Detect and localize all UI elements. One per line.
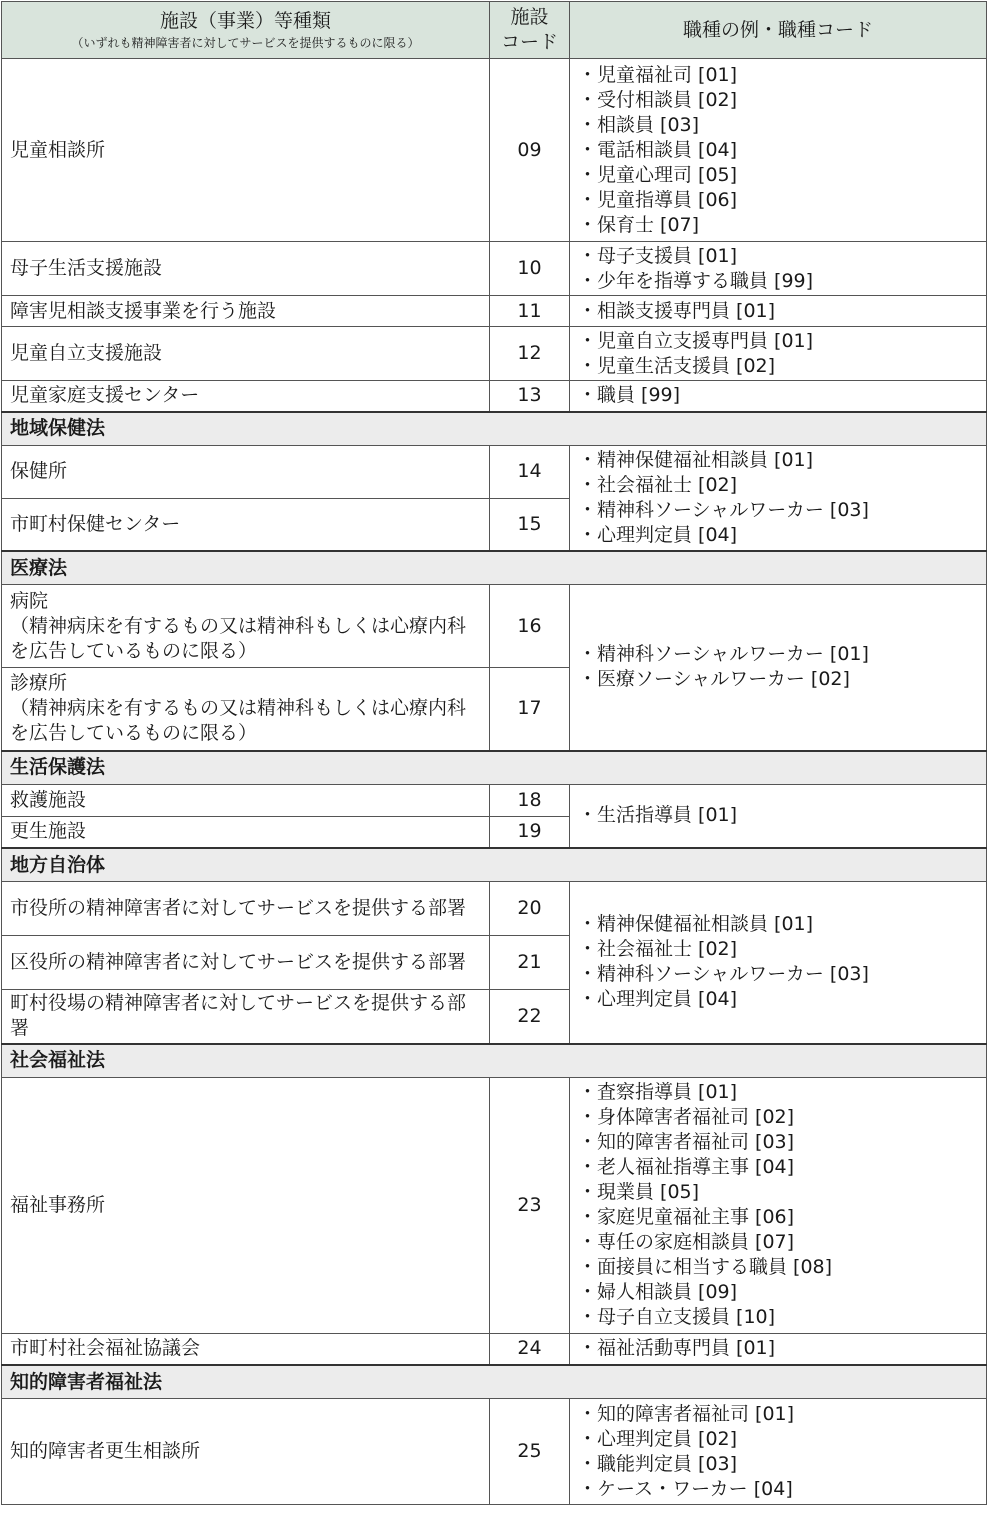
job-item: ・ 相談支援専門員 [01]: [578, 299, 978, 324]
facility-name: 保健所: [2, 445, 490, 498]
facility-code: 24: [490, 1333, 570, 1365]
facility-name: 障害児相談支援事業を行う施設: [2, 296, 490, 327]
job-list-cell: [570, 445, 987, 551]
facility-code: 21: [490, 936, 570, 990]
table-row: [2, 882, 987, 936]
job-item: ・ 精神科ソーシャルワーカー [01]: [578, 642, 978, 667]
facility-name: 市役所の精神障害者に対してサービスを提供する部署: [2, 882, 490, 936]
job-item: ・ 母子自立支援員 [10]: [578, 1305, 978, 1330]
section-header: [2, 551, 987, 585]
job-item: ・ 児童心理司 [05]: [578, 163, 978, 188]
section-title: 社会福祉法: [2, 1044, 987, 1078]
job-item: ・ 母子支援員 [01]: [578, 244, 978, 269]
job-item: ・ 児童生活支援員 [02]: [578, 354, 978, 379]
table-row: [2, 1399, 987, 1505]
facility-name: 病院 （精神病床を有するもの又は精神科もしくは心療内科を広告しているものに限る）: [2, 585, 490, 668]
facility-name: 児童相談所: [2, 59, 490, 242]
facility-name: 市町村保健センター: [2, 498, 490, 551]
table-header: [2, 2, 987, 59]
job-list: [578, 244, 978, 294]
job-item: ・ 現業員 [05]: [578, 1180, 978, 1205]
job-list: [578, 448, 978, 548]
job-item: ・ 家庭児童福祉主事 [06]: [578, 1205, 978, 1230]
header-job-examples: 職種の例・職種コード: [570, 2, 987, 59]
section-header: [2, 751, 987, 785]
table-row: [2, 1077, 987, 1333]
job-item: ・ 職員 [99]: [578, 383, 978, 408]
job-item: ・ 知的障害者福祉司 [03]: [578, 1130, 978, 1155]
facility-code: 11: [490, 296, 570, 327]
job-list: [578, 803, 978, 828]
job-item: ・ 知的障害者福祉司 [01]: [578, 1402, 978, 1427]
job-item: ・ 心理判定員 [04]: [578, 523, 978, 548]
facility-code: 20: [490, 882, 570, 936]
table-row: [2, 296, 987, 327]
job-item: ・ 精神保健福祉相談員 [01]: [578, 912, 978, 937]
job-list-cell: [570, 585, 987, 751]
facility-name: 区役所の精神障害者に対してサービスを提供する部署: [2, 936, 490, 990]
job-list: [578, 63, 978, 238]
section-title: 知的障害者福祉法: [2, 1365, 987, 1399]
job-item: ・ 心理判定員 [04]: [578, 987, 978, 1012]
facility-name: 町村役場の精神障害者に対してサービスを提供する部署: [2, 990, 490, 1044]
job-item: ・ 保育士 [07]: [578, 213, 978, 238]
facility-name: 知的障害者更生相談所: [2, 1399, 490, 1505]
facility-code: 14: [490, 445, 570, 498]
job-item: ・ 児童自立支援専門員 [01]: [578, 329, 978, 354]
job-list: [578, 642, 978, 692]
job-list: [578, 1080, 978, 1330]
job-item: ・ 社会福祉士 [02]: [578, 473, 978, 498]
facility-code: 12: [490, 327, 570, 381]
facility-code-table: [1, 1, 987, 1505]
job-list: [578, 912, 978, 1012]
facility-name: 児童家庭支援センター: [2, 381, 490, 412]
facility-name: 診療所 （精神病床を有するもの又は精神科もしくは心療内科を広告しているものに限る）: [2, 668, 490, 751]
job-list-cell: [570, 296, 987, 327]
section-title: 地方自治体: [2, 848, 987, 882]
job-item: ・ 精神保健福祉相談員 [01]: [578, 448, 978, 473]
job-item: ・ 少年を指導する職員 [99]: [578, 269, 978, 294]
facility-name: 児童自立支援施設: [2, 327, 490, 381]
facility-code: 10: [490, 242, 570, 296]
facility-code: 09: [490, 59, 570, 242]
job-list-cell: [570, 784, 987, 848]
facility-code: 22: [490, 990, 570, 1044]
facility-name: 福祉事務所: [2, 1077, 490, 1333]
section-header: [2, 848, 987, 882]
job-item: ・ 電話相談員 [04]: [578, 138, 978, 163]
job-item: ・ 生活指導員 [01]: [578, 803, 978, 828]
header-facility-code: 施設 コード: [490, 2, 570, 59]
job-item: ・ 児童指導員 [06]: [578, 188, 978, 213]
section-title: 医療法: [2, 551, 987, 585]
facility-name: 更生施設: [2, 816, 490, 848]
job-list-cell: [570, 1333, 987, 1365]
section-header: [2, 1365, 987, 1399]
job-item: ・ 身体障害者福祉司 [02]: [578, 1105, 978, 1130]
job-item: ・ 精神科ソーシャルワーカー [03]: [578, 962, 978, 987]
job-list: [578, 383, 978, 408]
job-item: ・ 社会福祉士 [02]: [578, 937, 978, 962]
job-item: ・ ケース・ワーカー [04]: [578, 1477, 978, 1502]
job-list-cell: [570, 882, 987, 1044]
facility-code: 19: [490, 816, 570, 848]
facility-name: 救護施設: [2, 784, 490, 816]
job-list: [578, 329, 978, 379]
job-item: ・ 精神科ソーシャルワーカー [03]: [578, 498, 978, 523]
job-list: [578, 1402, 978, 1502]
facility-code: 23: [490, 1077, 570, 1333]
table-row: [2, 381, 987, 412]
facility-code: 25: [490, 1399, 570, 1505]
job-item: ・ 面接員に相当する職員 [08]: [578, 1255, 978, 1280]
job-list-cell: [570, 1077, 987, 1333]
job-item: ・ 老人福祉指導主事 [04]: [578, 1155, 978, 1180]
section-header: [2, 1044, 987, 1078]
job-list-cell: [570, 327, 987, 381]
facility-code: 15: [490, 498, 570, 551]
facility-code: 16: [490, 585, 570, 668]
job-item: ・ 児童福祉司 [01]: [578, 63, 978, 88]
section-title: 地域保健法: [2, 412, 987, 446]
job-item: ・ 職能判定員 [03]: [578, 1452, 978, 1477]
job-list-cell: [570, 242, 987, 296]
job-item: ・ 専任の家庭相談員 [07]: [578, 1230, 978, 1255]
header-facility-note: （いずれも精神障害者に対してサービスを提供するものに限る）: [71, 35, 420, 50]
job-list-cell: [570, 59, 987, 242]
section-header: [2, 412, 987, 446]
table-row: [2, 59, 987, 242]
header-facility-type: 施設（事業）等種類 （いずれも精神障害者に対してサービスを提供するものに限る）: [2, 2, 490, 59]
table-row: [2, 327, 987, 381]
facility-note: （精神病床を有するもの又は精神科もしくは心療内科を広告しているものに限る）: [10, 697, 467, 745]
job-item: ・ 心理判定員 [02]: [578, 1427, 978, 1452]
section-title: 生活保護法: [2, 751, 987, 785]
facility-code: 17: [490, 668, 570, 751]
facility-code: 18: [490, 784, 570, 816]
job-item: ・ 医療ソーシャルワーカー [02]: [578, 667, 978, 692]
job-item: ・ 福祉活動専門員 [01]: [578, 1336, 978, 1361]
table-row: [2, 784, 987, 816]
job-item: ・ 査察指導員 [01]: [578, 1080, 978, 1105]
table-row: [2, 1333, 987, 1365]
job-list: [578, 1336, 978, 1361]
facility-name: 母子生活支援施設: [2, 242, 490, 296]
table-row: [2, 445, 987, 498]
job-item: ・ 相談員 [03]: [578, 113, 978, 138]
table-row: [2, 585, 987, 668]
job-list-cell: [570, 381, 987, 412]
job-item: ・ 受付相談員 [02]: [578, 88, 978, 113]
table-row: [2, 242, 987, 296]
facility-code: 13: [490, 381, 570, 412]
job-item: ・ 婦人相談員 [09]: [578, 1280, 978, 1305]
facility-note: （精神病床を有するもの又は精神科もしくは心療内科を広告しているものに限る）: [10, 614, 467, 662]
facility-name: 市町村社会福祉協議会: [2, 1333, 490, 1365]
job-list: [578, 299, 978, 324]
job-list-cell: [570, 1399, 987, 1505]
